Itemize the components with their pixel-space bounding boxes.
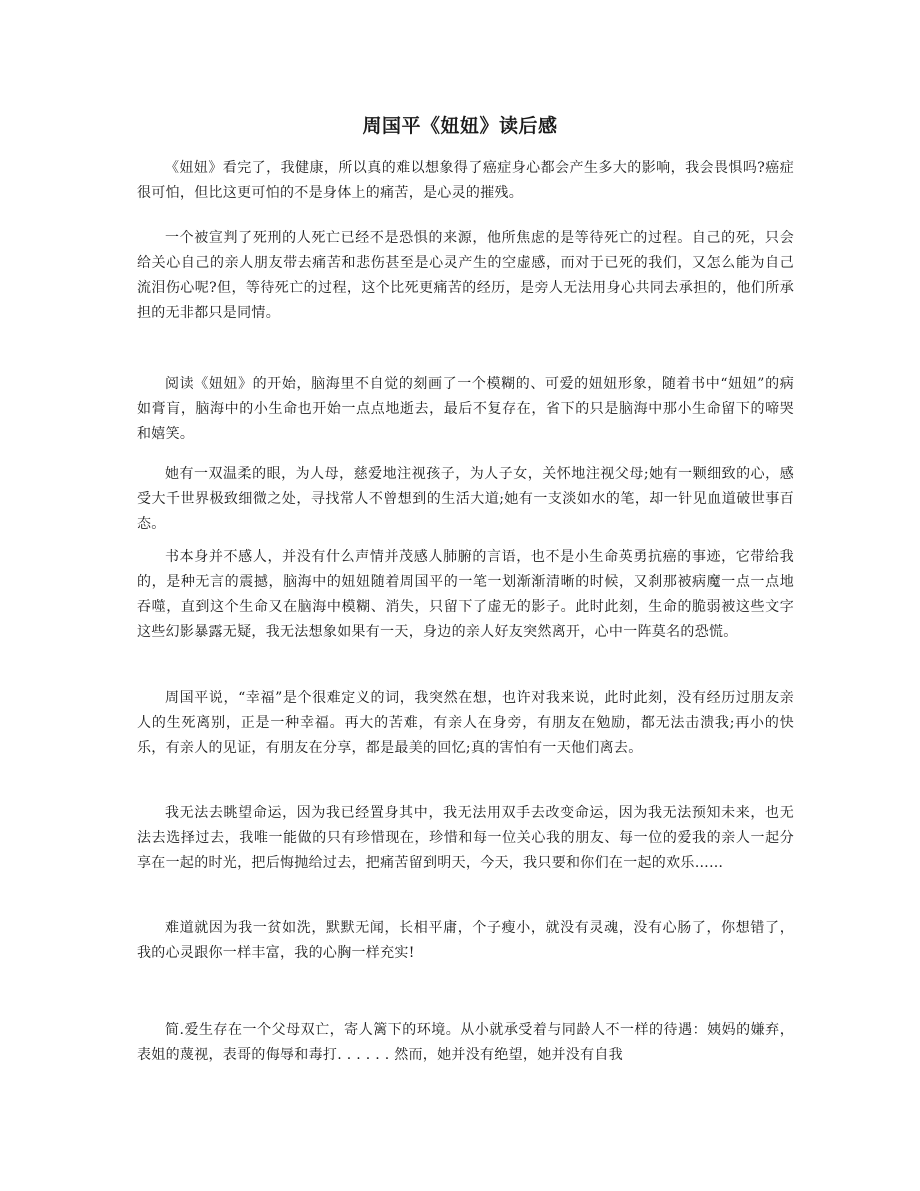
paragraph-6: 周国平说，“幸福”是个很难定义的词，我突然在想，也许对我来说，此时此刻，没有经历过朋友亲人的生死离别，正是一种幸福。再大的苦难，有亲人在身旁，有朋友在勉励，都无法击溃我;再小的快乐，有亲人的见证，有朋友在分享，都是最美的回忆;真的害怕有一天他们离去。 bbox=[137, 690, 794, 756]
paragraph-9: 简.爱生存在一个父母双亡，寄人篱下的环境。从小就承受着与同龄人不一样的待遇：姨妈的嫌弃，表姐的蔑视，表哥的侮辱和毒打. . . . . . 然而，她并没有绝望，她并没有自我 bbox=[137, 1022, 794, 1063]
paragraph-8: 难道就因为我一贫如洗，默默无闻，长相平庸，个子瘦小，就没有灵魂，没有心肠了，你想错了，我的心灵跟你一样丰富，我的心胸一样充实! bbox=[137, 920, 794, 961]
paragraph-2: 一个被宣判了死刑的人死亡已经不是恐惧的来源，他所焦虑的是等待死亡的过程。自己的死，只会给关心自己的亲人朋友带去痛苦和悲伤甚至是心灵产生的空虚感，而对于已死的我们，又怎么能为自己流泪伤心呢?但，等待死亡的过程，这个比死更痛苦的经历，是旁人无法用身心共同去承担的，他们所承担的无非都只是同情。 bbox=[137, 230, 794, 321]
paragraph-7: 我无法去眺望命运，因为我已经置身其中，我无法用双手去改变命运，因为我无法预知未来，也无法去选择过去，我唯一能做的只有珍惜现在，珍惜和每一位关心我的朋友、每一位的爱我的亲人一起分享在一起的时光，把后悔抛给过去，把痛苦留到明天，今天，我只要和你们在一起的欢乐…… bbox=[137, 805, 794, 871]
paragraph-3: 阅读《妞妞》的开始，脑海里不自觉的刻画了一个模糊的、可爱的妞妞形象，随着书中“妞妞”的病如膏肓，脑海中的小生命也开始一点点地逝去，最后不复存在，省下的只是脑海中那小生命留下的啼哭和嬉笑。 bbox=[137, 376, 794, 442]
paragraph-1: 《妞妞》看完了，我健康，所以真的难以想象得了癌症身心都会产生多大的影响，我会畏惧吗?癌症很可怕，但比这更可怕的不是身体上的痛苦，是心灵的摧残。 bbox=[137, 160, 794, 201]
paragraph-5: 书本身并不感人，并没有什么声情并茂感人肺腑的言语，也不是小生命英勇抗癌的事迹，它带给我的，是种无言的震撼，脑海中的妞妞随着周国平的一笔一划渐渐清晰的时候，又刹那被病魔一点一点地吞噬，直到这个生命又在脑海中模糊、消失，只留下了虚无的影子。此时此刻，生命的脆弱被这些文字这些幻影暴露无疑，我无法想象如果有一天，身边的亲人好友突然离开，心中一阵莫名的恐慌。 bbox=[137, 549, 794, 640]
document-title: 周国平《妞妞》读后感 bbox=[362, 115, 558, 137]
paragraph-4: 她有一双温柔的眼，为人母，慈爱地注视孩子，为人子女，关怀地注视父母;她有一颗细致的心，感受大千世界极致细微之处，寻找常人不曾想到的生活大道;她有一支淡如水的笔，却一针见血道破世事百态。 bbox=[137, 466, 794, 532]
